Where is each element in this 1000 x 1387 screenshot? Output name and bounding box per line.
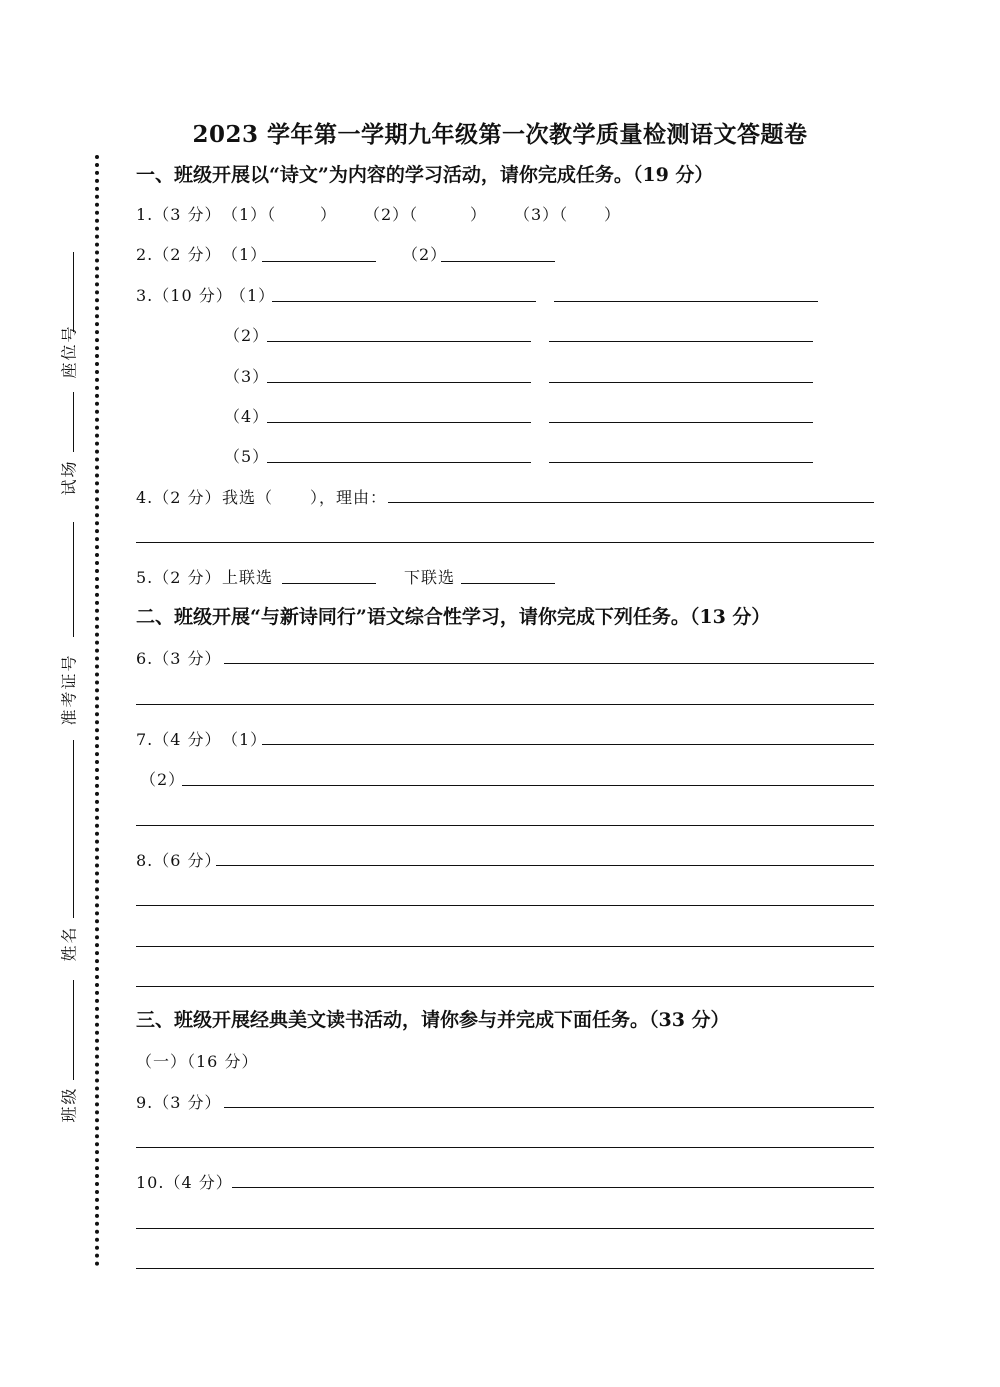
q5-upper-blank[interactable] bbox=[282, 583, 376, 584]
q1-part1-open: （1）（ bbox=[222, 205, 277, 224]
q8-label: 8.（6 分） bbox=[136, 851, 222, 870]
q3-part4-blank-a[interactable] bbox=[267, 422, 531, 423]
q7-part2-blank[interactable] bbox=[182, 785, 874, 786]
room-label: 试场 bbox=[59, 459, 79, 496]
q3-part2-label: （2） bbox=[224, 326, 270, 345]
binding-dotted-line bbox=[95, 155, 99, 1267]
q9-blank-2[interactable] bbox=[136, 1147, 874, 1148]
room-blank[interactable] bbox=[73, 392, 74, 452]
q8-blank-3[interactable] bbox=[136, 946, 874, 947]
q1-part3-open: （3）（ bbox=[514, 205, 569, 224]
q5-lower-blank[interactable] bbox=[461, 583, 555, 584]
q6-blank-2[interactable] bbox=[136, 704, 874, 705]
q3-part2-blank-a[interactable] bbox=[267, 341, 531, 342]
q3-part3-label: （3） bbox=[224, 367, 270, 386]
q2-part1-blank[interactable] bbox=[262, 261, 376, 262]
seat-label: 座位号 bbox=[59, 324, 79, 379]
q9-blank-1[interactable] bbox=[224, 1107, 874, 1108]
q10-label: 10.（4 分） bbox=[136, 1173, 233, 1192]
name-blank[interactable] bbox=[73, 740, 74, 918]
q2-part2-blank[interactable] bbox=[441, 261, 555, 262]
q1-part2-close: ） bbox=[470, 205, 488, 224]
section1-heading: 一、班级开展以“诗文”为内容的学习活动，请你完成任务。（19 分） bbox=[136, 164, 714, 186]
q7-part2-label: （2） bbox=[140, 770, 186, 789]
q4-reason-blank[interactable] bbox=[388, 502, 874, 503]
q9-label: 9.（3 分） bbox=[136, 1093, 222, 1112]
q3-part5-blank-a[interactable] bbox=[267, 462, 531, 463]
q3-part5-blank-b[interactable] bbox=[549, 462, 813, 463]
q6-label: 6.（3 分） bbox=[136, 649, 222, 668]
q3-part1-blank-a[interactable] bbox=[272, 301, 536, 302]
q8-blank-2[interactable] bbox=[136, 905, 874, 906]
class-blank[interactable] bbox=[73, 980, 74, 1080]
q4-choose-label: 我选（ bbox=[222, 488, 274, 507]
q2-label: 2.（2 分） bbox=[136, 245, 222, 264]
class-label: 班级 bbox=[59, 1086, 79, 1123]
q3-part5-label: （5） bbox=[224, 447, 270, 466]
q4-label: 4.（2 分） bbox=[136, 488, 222, 507]
q5-label: 5.（2 分） bbox=[136, 568, 222, 587]
q7-part2-blank-2[interactable] bbox=[136, 825, 874, 826]
q7-part1-label: （1） bbox=[222, 730, 268, 749]
q5-upper-label: 上联选 bbox=[222, 568, 274, 587]
q8-blank-4[interactable] bbox=[136, 986, 874, 987]
q7-label: 7.（4 分） bbox=[136, 730, 222, 749]
q5-lower-label: 下联选 bbox=[404, 568, 456, 587]
q10-blank-2[interactable] bbox=[136, 1228, 874, 1229]
q2-part1-label: （1） bbox=[222, 245, 268, 264]
q1-label: 1.（3 分） bbox=[136, 205, 222, 224]
q1-part1-close: ） bbox=[320, 205, 338, 224]
section3-part1-label: （一）（16 分） bbox=[136, 1052, 259, 1071]
name-label: 姓名 bbox=[59, 925, 79, 962]
q4-reason-label: ），理由： bbox=[310, 488, 388, 507]
q1-part2-open: （2）（ bbox=[364, 205, 419, 224]
section3-heading: 三、班级开展经典美文读书活动，请你参与并完成下面任务。（33 分） bbox=[136, 1009, 730, 1031]
q2-part2-label: （2） bbox=[402, 245, 448, 264]
page-title: 2023 学年第一学期九年级第一次教学质量检测语文答题卷 bbox=[192, 121, 808, 148]
q4-reason-blank-2[interactable] bbox=[136, 542, 874, 543]
seat-blank[interactable] bbox=[73, 252, 74, 332]
q3-part4-blank-b[interactable] bbox=[549, 422, 813, 423]
exam-no-label: 准考证号 bbox=[59, 653, 79, 726]
q3-part4-label: （4） bbox=[224, 407, 270, 426]
q8-blank-1[interactable] bbox=[216, 865, 874, 866]
q1-part3-close: ） bbox=[604, 205, 622, 224]
q3-part3-blank-b[interactable] bbox=[549, 382, 813, 383]
q3-part1-label: （1） bbox=[230, 286, 276, 305]
q3-part1-blank-b[interactable] bbox=[554, 301, 818, 302]
q3-part2-blank-b[interactable] bbox=[549, 341, 813, 342]
exam-no-blank[interactable] bbox=[73, 522, 74, 637]
section2-heading: 二、班级开展“与新诗同行”语文综合性学习，请你完成下列任务。（13 分） bbox=[136, 606, 771, 628]
q10-blank-1[interactable] bbox=[232, 1187, 874, 1188]
q7-part1-blank[interactable] bbox=[262, 744, 874, 745]
q3-part3-blank-a[interactable] bbox=[267, 382, 531, 383]
q3-label: 3.（10 分） bbox=[136, 286, 233, 305]
q6-blank-1[interactable] bbox=[224, 663, 874, 664]
q10-blank-3[interactable] bbox=[136, 1268, 874, 1269]
